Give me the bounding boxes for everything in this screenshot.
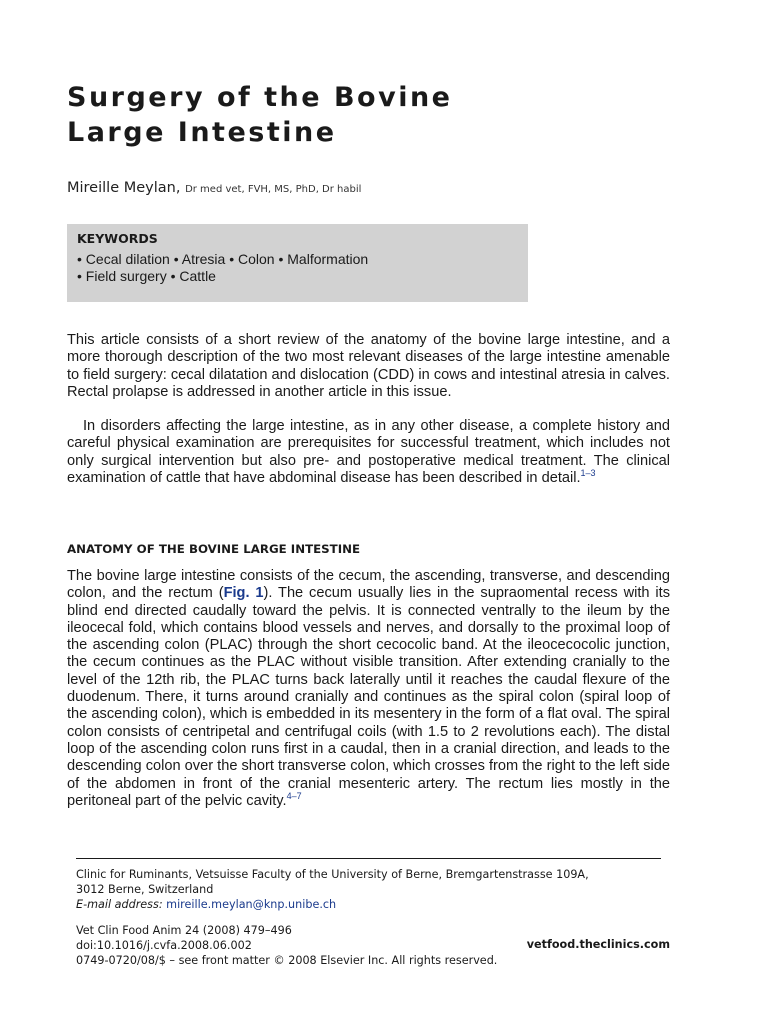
anatomy-paragraph (67, 568, 670, 810)
title-line-2: Large Intestine (67, 117, 337, 148)
copyright: 0749-0720/08/$ – see front matter © 2008 Elsevier Inc. All rights reserved. (76, 954, 498, 967)
intro-paragraph-1 (67, 332, 670, 401)
author-name: Mireille Meylan, (67, 180, 181, 196)
anatomy-text-b: ). The cecum usually lies in the supraomental recess with its blind end directed caudally toward the pelvis. It is connected ventrally to the ileum by the ileocecal fold, which contains blood vessels and nerves, and dorsally to the proximal loop of the ascending colon (PLAC) through the short cecocolic band. At the ileocecocolic junction, the cecum continues as the PLAC without visible transition. After extending cranially to the level of the 12th rib, the PLAC turns back laterally until it reaches the caudal flexure of the duodenum. There, it turns around cranially and continues as the spiral colon (spiral loop of the ascending colon), which is embedded in its mesentery in the form of a flat oval. The spiral colon consists of centripetal and centrifugal coils (with 1.5 to 2 revolutions each). The distal loop of the ascending colon runs first in a caudal, then in a cranial direction, and leads to the descending colon over the short transverse colon, which crosses from the right to the left side of the abdomen in front of the cranial mesenteric artery. The rectum lies mostly in the peritoneal part of the pelvic cavity. (67, 585, 670, 809)
anatomy-text-a: The bovine large intestine consists of the cecum, the ascending, transverse, and descending colon, and the rectum ( (67, 568, 670, 602)
journal-citation: Vet Clin Food Anim 24 (2008) 479–496 (76, 924, 292, 937)
intro-paragraph-1-text: This article consists of a short review of the anatomy of the bovine large intestine, and a more thorough description of the two most relevant diseases of the large intestine amenable to field surgery: cecal dilatation and dislocation (CDD) in cows and intestinal atresia in calves. Rectal prolapse is addressed in another article in this issue. (67, 332, 670, 400)
email-label: E-mail address: (76, 898, 163, 911)
title-line-1: Surgery of the Bovine (67, 82, 453, 113)
section-heading-anatomy: ANATOMY OF THE BOVINE LARGE INTESTINE (67, 542, 361, 556)
keywords-heading: KEYWORDS (77, 231, 158, 246)
citation-ref[interactable]: 1–3 (580, 468, 596, 479)
keywords-line-2: • Field surgery • Cattle (77, 268, 216, 284)
keywords-box (67, 224, 528, 302)
author-byline (67, 180, 361, 196)
affiliation-line-2: 3012 Berne, Switzerland (76, 883, 214, 896)
footnote-divider (76, 858, 661, 859)
intro-paragraph-2-text: In disorders affecting the large intestine, as in any other disease, a complete history and careful physical examination are prerequisites for successful treatment, which includes not only surgical intervention but also pre- and postoperative medical treatment. The clinical examination of cattle that have abdominal disease has been described in detail. (67, 418, 670, 486)
journal-website[interactable]: vetfood.theclinics.com (526, 938, 670, 951)
affiliation-footnote (76, 867, 670, 912)
doi: doi:10.1016/j.cvfa.2008.06.002 (76, 939, 252, 952)
figure-link[interactable]: Fig. 1 (223, 585, 264, 602)
intro-paragraph-2 (67, 418, 670, 487)
citation-ref[interactable]: 4–7 (286, 791, 302, 801)
email-link[interactable]: mireille.meylan@knp.unibe.ch (166, 898, 337, 911)
article-title (67, 80, 707, 150)
author-credentials: Dr med vet, FVH, MS, PhD, Dr habil (185, 184, 362, 195)
keywords-line-1: • Cecal dilation • Atresia • Colon • Malformation (77, 251, 369, 267)
affiliation-line-1: Clinic for Ruminants, Vetsuisse Faculty of the University of Berne, Bremgartenstrasse 109A, (76, 868, 589, 881)
